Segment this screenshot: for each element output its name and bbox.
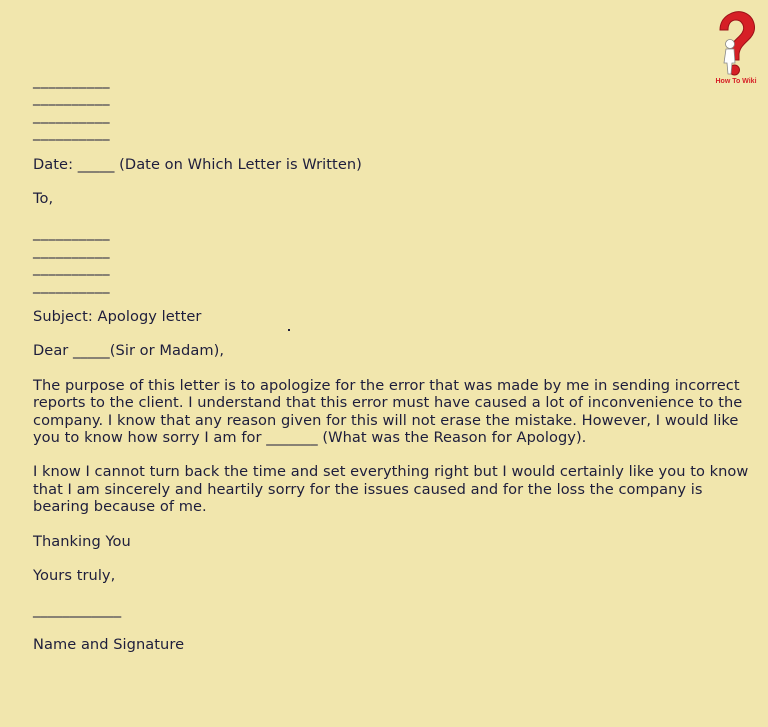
stray-dot (288, 329, 290, 331)
salutation: Dear _____(Sir or Madam), (33, 342, 225, 360)
sender-address-blanks (33, 72, 753, 142)
thanking-line: Thanking You (33, 532, 131, 550)
letter-body (33, 72, 753, 653)
recipient-blank-line: __________ (33, 224, 110, 242)
recipient-blank-line: __________ (33, 276, 110, 294)
logo-text: How To Wiki (715, 78, 757, 85)
sender-blank-line: __________ (33, 124, 110, 142)
to-line: To, (33, 189, 54, 207)
sender-blank-line: __________ (33, 72, 110, 89)
date-line: Date: _____ (Date on Which Letter is Written) (33, 155, 362, 173)
name-and-signature: Name and Signature (33, 635, 185, 653)
paragraph-regret: I know I cannot turn back the time and set everything right but I would certainly like you to know that I am sincerely and heartily sorry for the issues caused and for the loss the company is bearing because of me. (33, 463, 749, 516)
closing-line: Yours truly, (33, 567, 116, 584)
recipient-blank-line: __________ (33, 259, 110, 277)
sender-blank-line: __________ (33, 106, 110, 124)
paragraph-apology: The purpose of this letter is to apologize for the error that was made by me in sending incorrect reports to the client. I understand that this error must have caused a lot of inconvenience to the company. I know that any reason given for this will not erase the mistake. However, I would like you to know how sorry I am for _______ (What was the Reason for Apology). (33, 376, 743, 446)
recipient-blank-line: __________ (33, 241, 110, 259)
signature-blank: ____________ (33, 601, 122, 619)
recipient-address-blanks (33, 224, 753, 294)
sender-blank-line: __________ (33, 89, 110, 107)
subject-line: Subject: Apology letter (33, 307, 202, 325)
